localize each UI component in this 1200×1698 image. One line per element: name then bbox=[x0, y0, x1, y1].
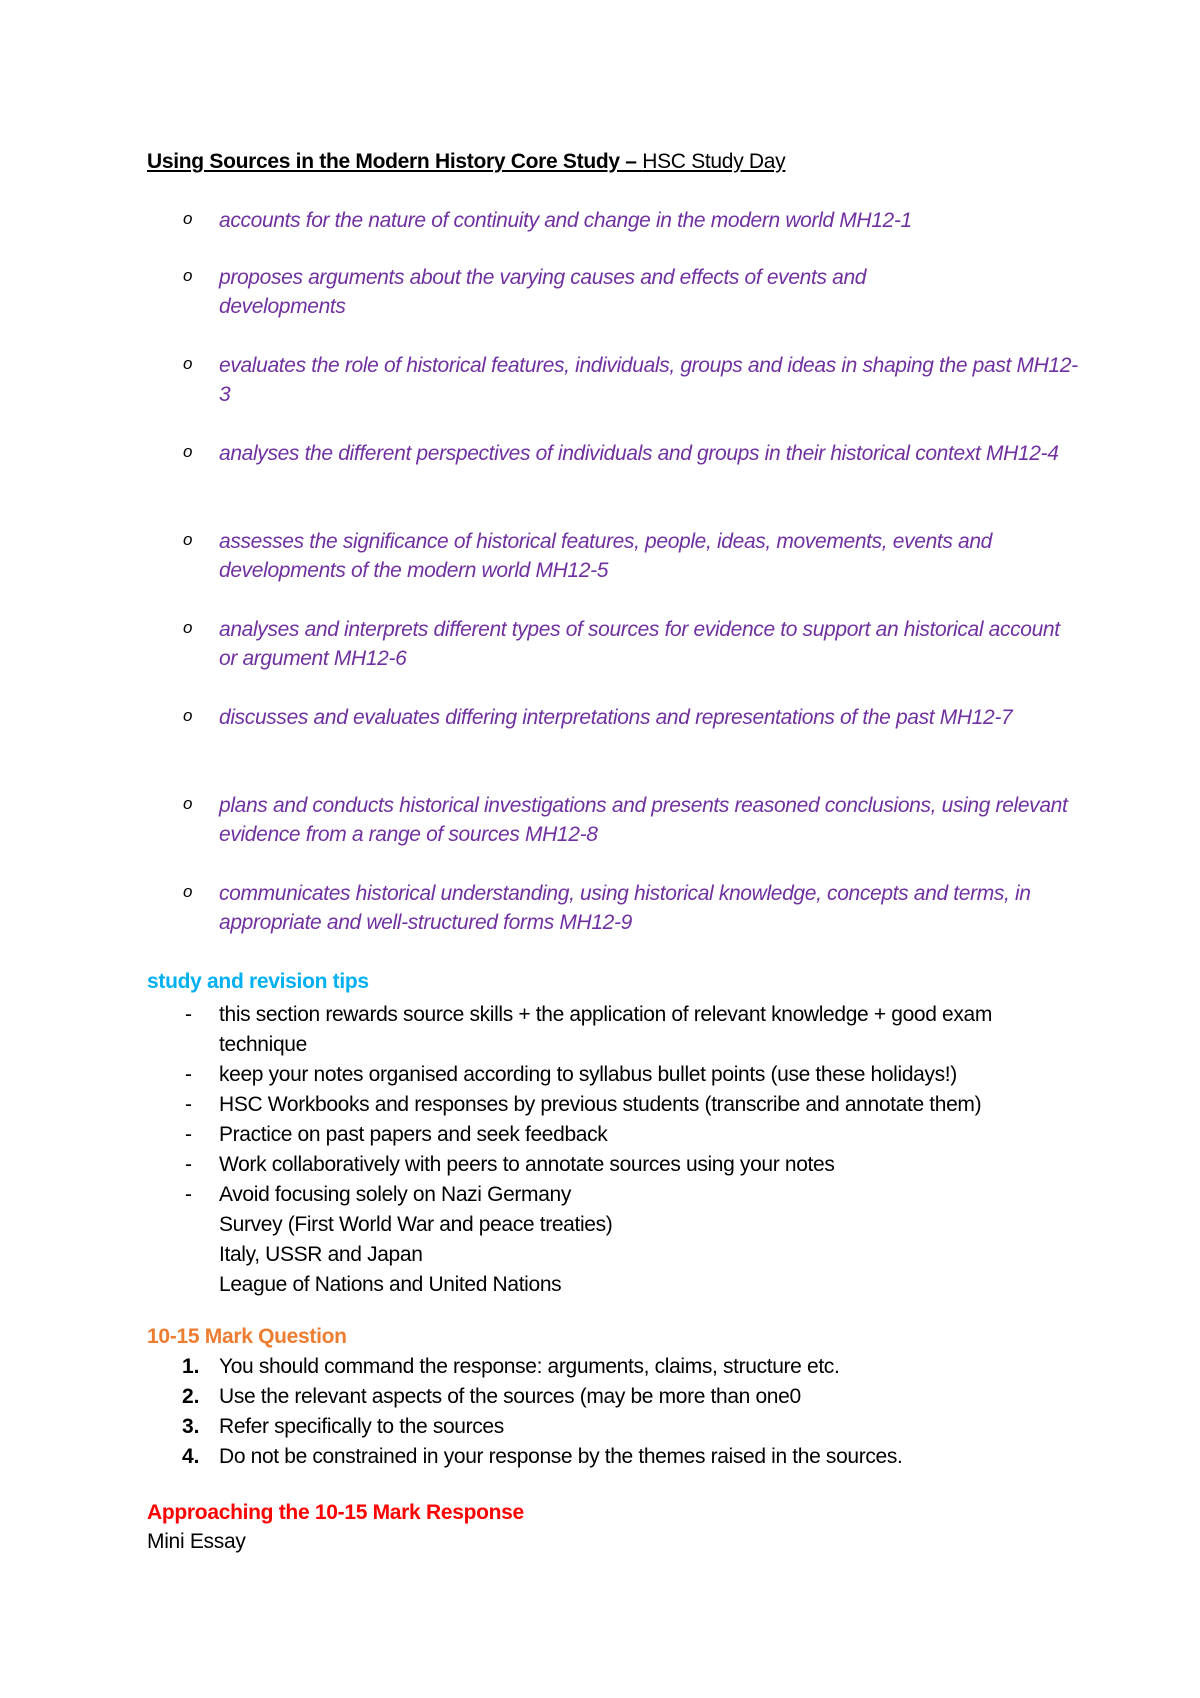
step-number: 3. bbox=[182, 1415, 200, 1438]
tip-dash: - bbox=[185, 1183, 192, 1206]
title-main: Using Sources in the Modern History Core Study – bbox=[147, 150, 643, 173]
mark-question-heading: 10-15 Mark Question bbox=[147, 1325, 347, 1348]
tip-subline-text: Italy, USSR and Japan bbox=[219, 1243, 423, 1266]
tip-dash: - bbox=[185, 1123, 192, 1146]
tip-subline-text: Survey (First World War and peace treaties) bbox=[219, 1213, 613, 1236]
title-tail: HSC Study Day bbox=[642, 150, 786, 173]
outcome-text: discusses and evaluates differing interpretations and representations of the past MH12-7 bbox=[219, 706, 1013, 729]
tip-text: Work collaboratively with peers to annotate sources using your notes bbox=[219, 1153, 835, 1176]
step-number: 2. bbox=[182, 1385, 200, 1408]
outcome-bullet: o bbox=[183, 266, 193, 285]
tip-dash: - bbox=[185, 1153, 192, 1176]
tip-text: keep your notes organised according to syllabus bullet points (use these holidays!) bbox=[219, 1063, 957, 1086]
outcome-bullet: o bbox=[183, 354, 193, 373]
tip-text: this section rewards source skills + the application of relevant knowledge + good exam technique bbox=[219, 1003, 993, 1056]
tip-item bbox=[0, 1150, 1200, 1180]
tip-text: Avoid focusing solely on Nazi Germany bbox=[219, 1183, 572, 1206]
outcome-bullet: o bbox=[183, 442, 193, 461]
tip-text: HSC Workbooks and responses by previous students (transcribe and annotate them) bbox=[219, 1093, 982, 1116]
tips-list bbox=[0, 1000, 1200, 1300]
tip-item bbox=[0, 1000, 1200, 1060]
tip-text: Practice on past papers and seek feedback bbox=[219, 1123, 608, 1146]
outcome-text: analyses the different perspectives of individuals and groups in their historical context MH12-4 bbox=[219, 442, 1059, 465]
outcome-bullet: o bbox=[183, 794, 193, 813]
outcome-bullet: o bbox=[183, 530, 193, 549]
tip-subline bbox=[0, 1240, 1200, 1270]
step-item bbox=[0, 1442, 1200, 1472]
step-number: 1. bbox=[182, 1355, 200, 1378]
outcome-bullet: o bbox=[183, 706, 193, 725]
step-text: Refer specifically to the sources bbox=[219, 1415, 504, 1438]
document-title bbox=[147, 150, 785, 174]
step-text: Do not be constrained in your response by the themes raised in the sources. bbox=[219, 1445, 903, 1468]
outcome-text: accounts for the nature of continuity and change in the modern world MH12-1 bbox=[219, 209, 912, 232]
tip-subline-text: League of Nations and United Nations bbox=[219, 1273, 562, 1296]
tip-item bbox=[0, 1090, 1200, 1120]
step-item bbox=[0, 1412, 1200, 1442]
outcome-text: evaluates the role of historical features, individuals, groups and ideas in shaping the past MH12-3 bbox=[219, 354, 1078, 406]
tip-subline bbox=[0, 1210, 1200, 1240]
step-text: Use the relevant aspects of the sources (may be more than one0 bbox=[219, 1385, 801, 1408]
approach-text: Mini Essay bbox=[147, 1530, 246, 1553]
outcome-text: assesses the significance of historical features, people, ideas, movements, events and developments of the modern world MH12-5 bbox=[219, 530, 993, 582]
tips-heading: study and revision tips bbox=[147, 970, 369, 993]
tip-subline bbox=[0, 1270, 1200, 1300]
outcome-bullet: o bbox=[183, 882, 193, 901]
mark-steps-list bbox=[0, 1352, 1200, 1472]
step-text: You should command the response: arguments, claims, structure etc. bbox=[219, 1355, 840, 1378]
outcome-bullet: o bbox=[183, 209, 193, 228]
outcome-bullet: o bbox=[183, 618, 193, 637]
outcome-text: analyses and interprets different types of sources for evidence to support an historical account or argument MH12-6 bbox=[219, 618, 1060, 670]
tip-item bbox=[0, 1120, 1200, 1150]
tip-dash: - bbox=[185, 1093, 192, 1116]
outcome-text: communicates historical understanding, using historical knowledge, concepts and terms, in appropriate and well-structured forms MH12-9 bbox=[219, 882, 1031, 934]
tip-item bbox=[0, 1060, 1200, 1090]
tip-item bbox=[0, 1180, 1200, 1210]
step-item bbox=[0, 1352, 1200, 1382]
tip-dash: - bbox=[185, 1003, 192, 1026]
outcome-text: proposes arguments about the varying causes and effects of events and developments bbox=[219, 266, 867, 318]
outcome-text: plans and conducts historical investigations and presents reasoned conclusions, using relevant evidence from a range of sources MH12-8 bbox=[219, 794, 1068, 846]
step-number: 4. bbox=[182, 1445, 200, 1468]
step-item bbox=[0, 1382, 1200, 1412]
approach-heading: Approaching the 10-15 Mark Response bbox=[147, 1501, 524, 1524]
tip-dash: - bbox=[185, 1063, 192, 1086]
